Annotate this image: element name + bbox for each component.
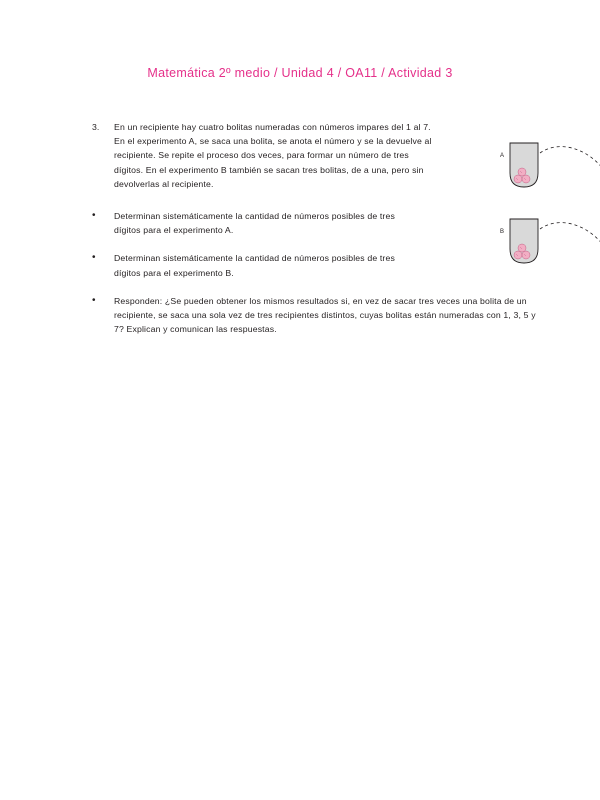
list-item	[92, 294, 542, 337]
page-title: Matemática 2º medio / Unidad 4 / OA11 / Actividad 3	[147, 66, 453, 80]
item-text: Determinan sistemáticamente la cantidad de números posibles de tres dígitos para el experimento A.	[114, 211, 395, 236]
item-text: Responden: ¿Se pueden obtener los mismos resultados si, en vez de sacar tres veces una bolita de un recipiente, se saca una sola vez de tres recipientes distintos, cuyas bolitas están numeradas con 1, 3, 5 y 7? Explican y comunican las respuestas.	[114, 295, 536, 335]
item-marker: •	[92, 252, 96, 264]
item-text: En un recipiente hay cuatro bolitas numeradas con números impares del 1 al 7. En el experimento A, se saca una bolita, se anota el número y se la devuelve al recipiente. Se repite el proceso dos veces, para formar un número de tres dígitos. En el experimento B también se sacan tres bolitas, de a una, pero sin devolverlas al recipiente.	[114, 122, 432, 189]
item-marker: •	[92, 294, 96, 306]
svg-text:A: A	[500, 153, 505, 159]
list-item	[92, 251, 542, 279]
item-marker: 3.	[92, 122, 100, 132]
svg-text:B: B	[500, 229, 505, 235]
item-marker: •	[92, 210, 96, 222]
list-item	[92, 209, 542, 237]
experiment-a-diagram	[494, 137, 600, 205]
activity-content	[92, 120, 542, 347]
item-text: Determinan sistemáticamente la cantidad de números posibles de tres dígitos para el experimento B.	[114, 253, 395, 278]
